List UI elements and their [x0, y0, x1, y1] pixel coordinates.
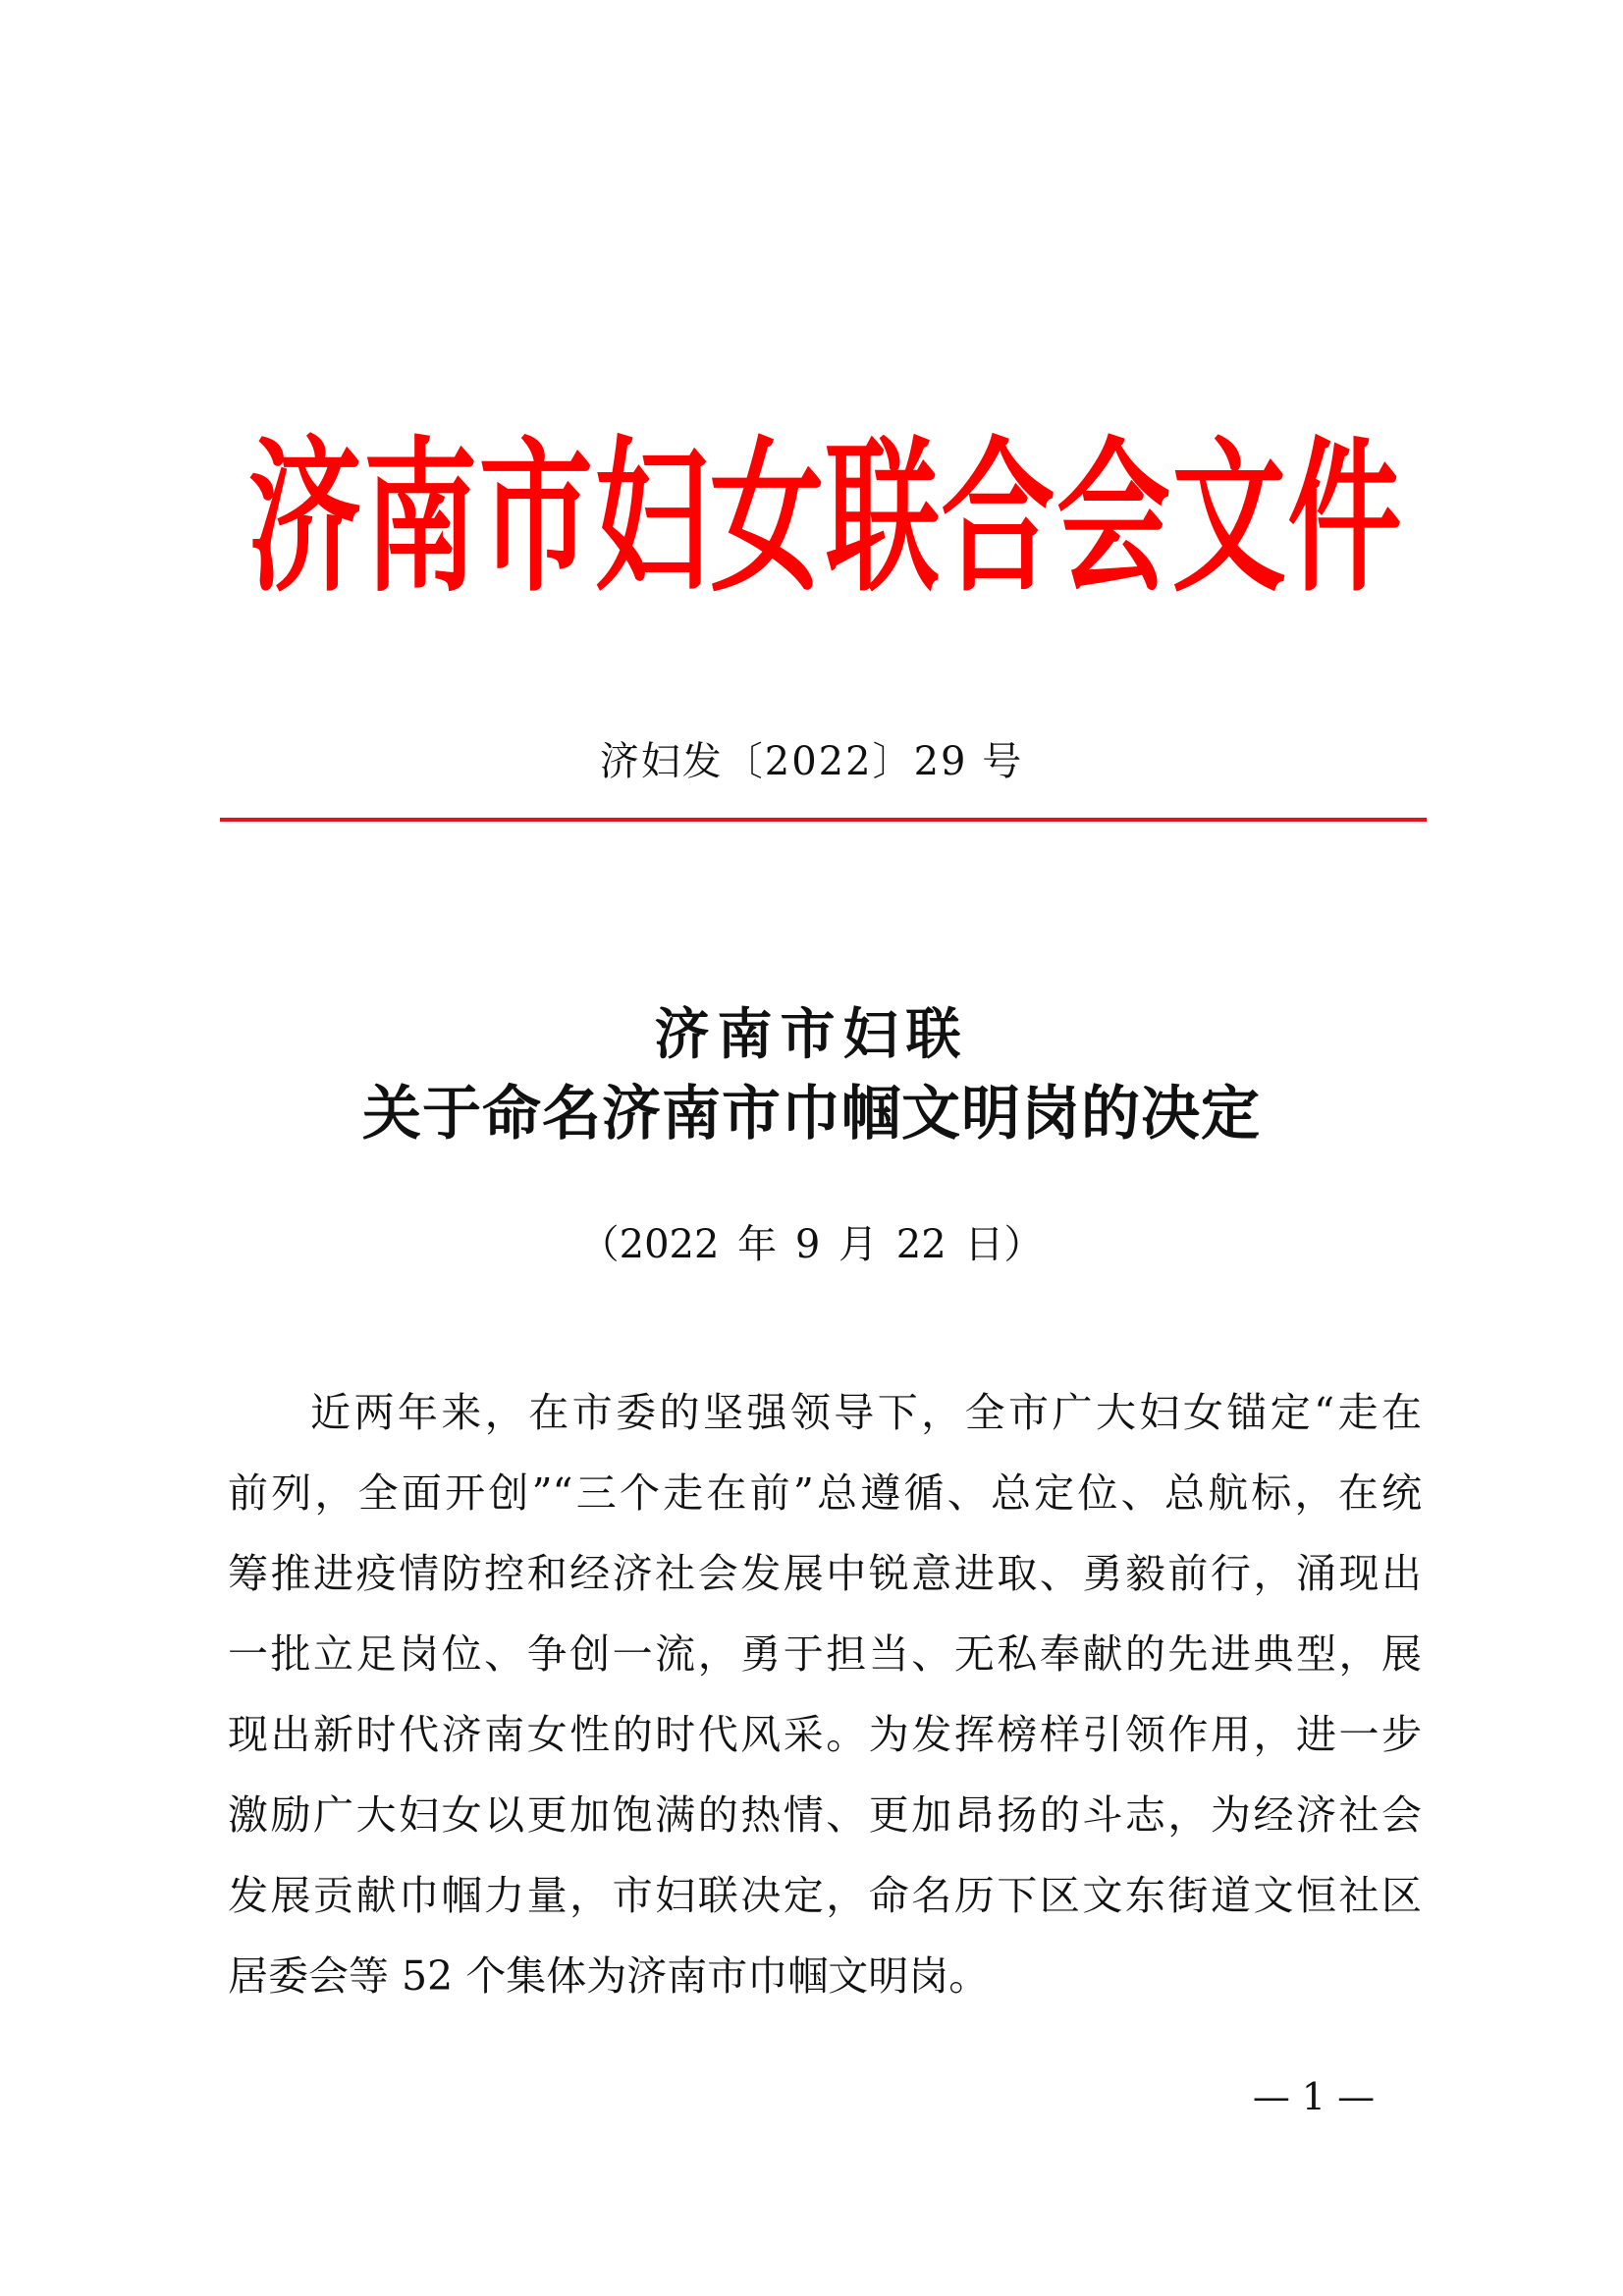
masthead-char: 市: [478, 421, 593, 615]
paragraph-line: 发展贡献巾帼力量，市妇联决定，命名历下区文东街道文恒社区: [228, 1872, 1422, 1919]
masthead-char: 会: [1056, 421, 1171, 615]
masthead-char: 南: [363, 421, 478, 615]
page-number: — 1 —: [1252, 2075, 1376, 2118]
paragraph-line: 激励广大妇女以更加饱满的热情、更加昂扬的斗志，为经济社会: [228, 1791, 1422, 1839]
masthead-char: 济: [247, 421, 362, 615]
issue-date: （2022 年 9 月 22 日）: [579, 1222, 1044, 1267]
masthead-char: 文: [1171, 421, 1286, 615]
masthead-char: 合: [941, 421, 1055, 615]
masthead-char: 联: [825, 421, 940, 615]
masthead-char: 件: [1287, 421, 1402, 615]
document-title-line-2: 关于命名济南市巾帼文明岗的决定: [362, 1080, 1261, 1148]
body-paragraph: [228, 1372, 1422, 2016]
red-divider-rule: [220, 818, 1427, 822]
paragraph-line: 筹推进疫情防控和经济社会发展中锐意进取、勇毅前行，涌现出: [228, 1550, 1422, 1597]
paragraph-line: 居委会等 52 个集体为济南市巾帼文明岗。: [228, 1952, 990, 2000]
masthead-char: 妇: [594, 421, 709, 615]
masthead-char: 女: [710, 421, 825, 615]
document-title-line-1: 济南市妇联: [654, 1002, 969, 1067]
masthead-title: [247, 421, 1402, 615]
paragraph-line: 一批立足岗位、争创一流，勇于担当、无私奉献的先进典型，展: [228, 1630, 1422, 1678]
document-number: 济妇发〔2022〕29 号: [599, 739, 1024, 784]
paragraph-line: 前列，全面开创”“三个走在前”总遵循、总定位、总航标，在统: [228, 1469, 1422, 1517]
paragraph-line: 现出新时代济南女性的时代风采。为发挥榜样引领作用，进一步: [228, 1711, 1422, 1758]
paragraph-line: 近两年来，在市委的坚强领导下，全市广大妇女锚定“走在: [310, 1389, 1422, 1436]
